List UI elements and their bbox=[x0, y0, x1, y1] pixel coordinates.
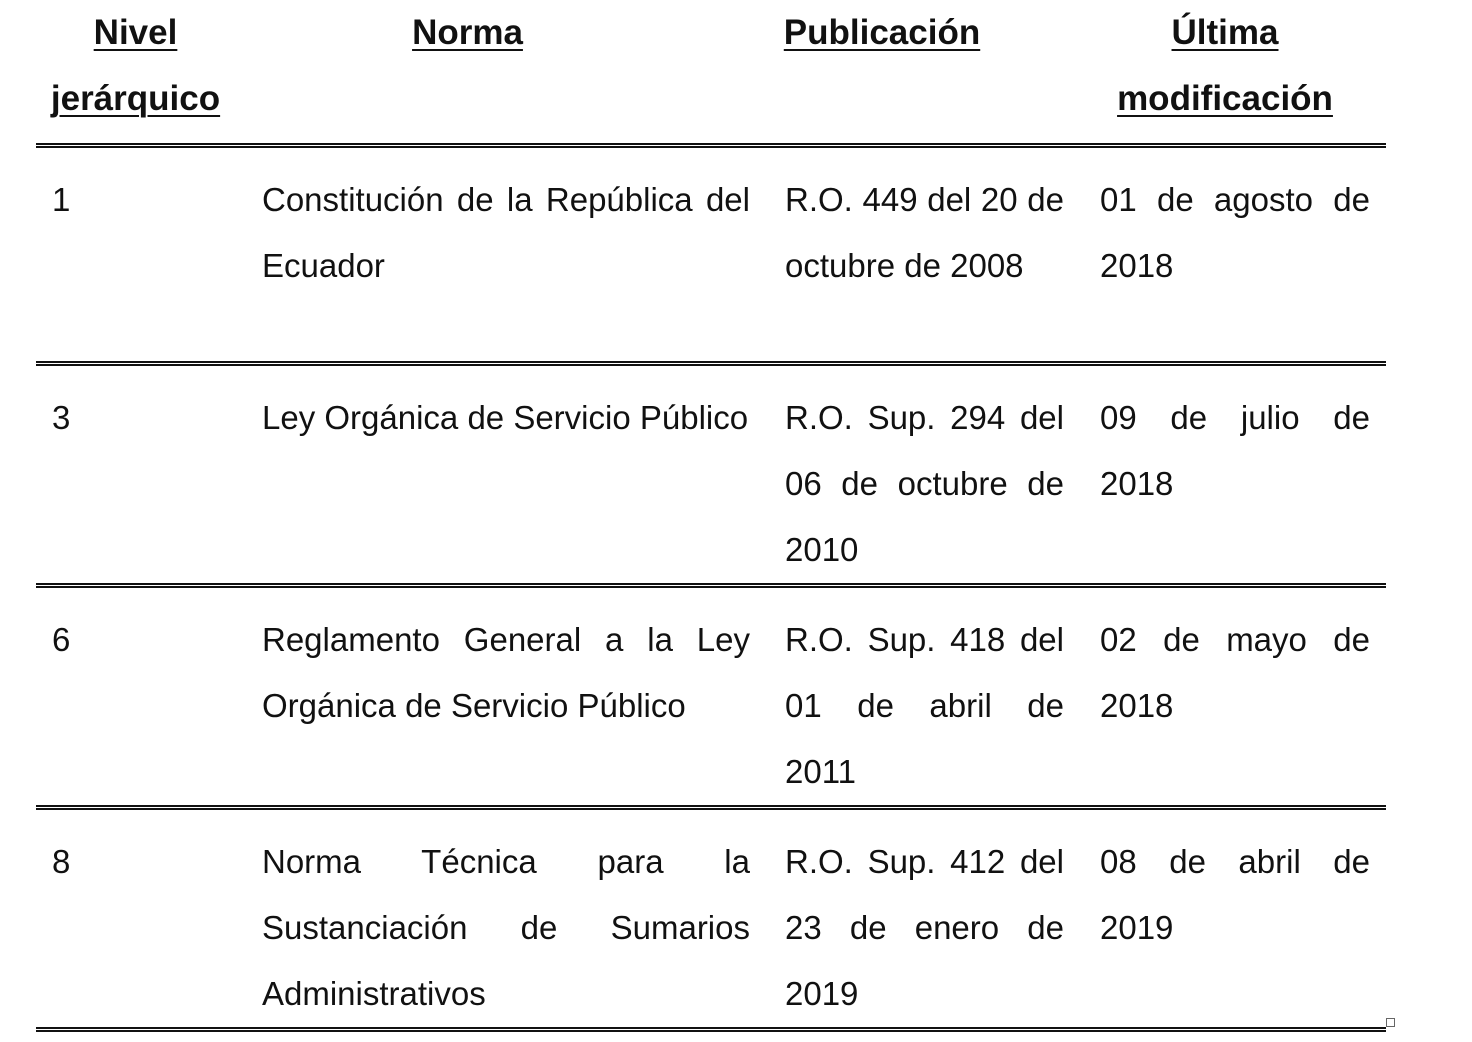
table-row bbox=[36, 586, 1386, 808]
header-modificacion-line2: modificación bbox=[1117, 79, 1333, 118]
cell-norma: Constitución de la República del Ecuador bbox=[245, 146, 750, 364]
header-nivel-line2: jerárquico bbox=[50, 79, 221, 118]
cell-publicacion: R.O. Sup. 418 del 01 de abril de 2011 bbox=[750, 586, 1064, 808]
table-header-row bbox=[36, 0, 1386, 146]
cell-publicacion: R.O. 449 del 20 de octubre de 2008 bbox=[750, 146, 1064, 364]
table-row bbox=[36, 146, 1386, 364]
cell-nivel: 8 bbox=[36, 808, 245, 1030]
table-row bbox=[36, 808, 1386, 1030]
header-norma-label: Norma bbox=[412, 13, 523, 52]
cell-publicacion: R.O. Sup. 412 del 23 de enero de 2019 bbox=[750, 808, 1064, 1030]
header-modificacion-line1: Última bbox=[1171, 13, 1279, 52]
header-norma bbox=[245, 0, 750, 146]
cell-nivel: 6 bbox=[36, 586, 245, 808]
cell-norma: Ley Orgánica de Servicio Público bbox=[245, 364, 750, 586]
cell-nivel: 3 bbox=[36, 364, 245, 586]
header-ultima-modificacion bbox=[1064, 0, 1386, 146]
header-publicacion bbox=[750, 0, 1064, 146]
cell-norma: Norma Técnica para la Sustanciación de Sumarios Administrativos bbox=[245, 808, 750, 1030]
table-resize-handle[interactable] bbox=[1386, 1018, 1395, 1027]
cell-nivel: 1 bbox=[36, 146, 245, 364]
table-row bbox=[36, 364, 1386, 586]
header-nivel-line1: Nivel bbox=[93, 13, 178, 52]
cell-modificacion: 08 de abril de 2019 bbox=[1064, 808, 1386, 1030]
cell-publicacion: R.O. Sup. 294 del 06 de octubre de 2010 bbox=[750, 364, 1064, 586]
cell-norma: Reglamento General a la Ley Orgánica de Servicio Público bbox=[245, 586, 750, 808]
header-nivel-jerarquico bbox=[36, 0, 245, 146]
cell-modificacion: 01 de agosto de 2018 bbox=[1064, 146, 1386, 364]
normative-table bbox=[36, 0, 1386, 1032]
cell-modificacion: 02 de mayo de 2018 bbox=[1064, 586, 1386, 808]
header-publicacion-label: Publicación bbox=[783, 13, 981, 52]
cell-modificacion: 09 de julio de 2018 bbox=[1064, 364, 1386, 586]
